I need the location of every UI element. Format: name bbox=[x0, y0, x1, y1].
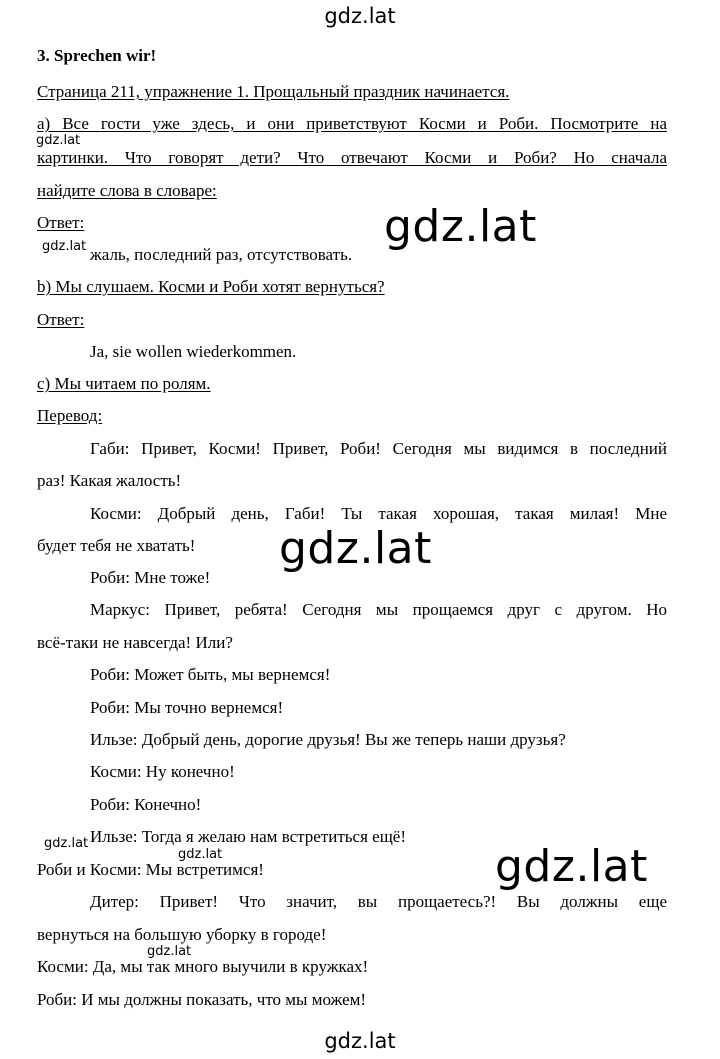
dialogue-line: Косми: Добрый день, Габи! Ты такая хорошая, такая милая! Мне bbox=[90, 504, 667, 523]
section-heading: 3. Sprechen wir! bbox=[37, 46, 157, 65]
part-a-answer-label: Ответ: bbox=[37, 213, 85, 232]
part-a-answer: жаль, последний раз, отсутствовать. bbox=[90, 245, 353, 264]
translation-label: Перевод: bbox=[37, 406, 103, 425]
dialogue-line: Косми: Да, мы так много выучили в кружках! bbox=[37, 957, 369, 976]
part-a-question-line-2: картинки. Что говорят дети? Что отвечают Косми и Роби? Но сначала bbox=[37, 148, 667, 167]
part-b-question: b) Мы слушаем. Косми и Роби хотят вернуться? bbox=[37, 277, 385, 296]
watermark-bottom: gdz.lat bbox=[324, 1029, 396, 1053]
watermark-large: gdz.lat bbox=[495, 841, 648, 892]
dialogue-line: Роби: И мы должны показать, что мы можем! bbox=[37, 990, 367, 1009]
watermark-small: gdz.lat bbox=[44, 836, 89, 851]
watermark-large: gdz.lat bbox=[279, 523, 432, 574]
watermark-large: gdz.lat bbox=[384, 201, 537, 252]
part-b-answer-label: Ответ: bbox=[37, 310, 85, 329]
dialogue-line: всё-таки не навсегда! Или? bbox=[37, 633, 233, 652]
dialogue-line: Ильзе: Добрый день, дорогие друзья! Вы же теперь наши друзья? bbox=[90, 730, 566, 749]
dialogue-line: Габи: Привет, Косми! Привет, Роби! Сегодня мы видимся в последний bbox=[90, 439, 667, 458]
part-a-question-line-3: найдите слова в словаре: bbox=[37, 181, 217, 200]
dialogue-line: Роби: Мы точно вернемся! bbox=[90, 698, 284, 717]
watermark-small: gdz.lat bbox=[36, 133, 81, 148]
task-title: Страница 211, упражнение 1. Прощальный праздник начинается. bbox=[37, 82, 510, 101]
dialogue-line: Роби: Может быть, мы вернемся! bbox=[90, 665, 331, 684]
part-b-answer: Ja, sie wollen wiederkommen. bbox=[90, 342, 297, 361]
dialogue-line: будет тебя не хватать! bbox=[37, 536, 196, 555]
dialogue-line: Дитер: Привет! Что значит, вы прощаетесь?! Вы должны еще bbox=[90, 892, 667, 911]
watermark-small: gdz.lat bbox=[42, 239, 87, 254]
dialogue-line: Роби: Мне тоже! bbox=[90, 568, 211, 587]
dialogue-line: раз! Какая жалость! bbox=[37, 471, 182, 490]
watermark-top: gdz.lat bbox=[324, 4, 396, 28]
watermark-small: gdz.lat bbox=[147, 944, 192, 959]
part-a-question-line-1: a) Все гости уже здесь, и они приветствуют Косми и Роби. Посмотрите на bbox=[37, 114, 667, 133]
part-c-title: c) Мы читаем по ролям. bbox=[37, 374, 211, 393]
dialogue-line: Роби и Косми: Мы встретимся! bbox=[37, 860, 264, 879]
dialogue-line: вернуться на большую уборку в городе! bbox=[37, 925, 327, 944]
dialogue-line: Роби: Конечно! bbox=[90, 795, 202, 814]
dialogue-line: Косми: Ну конечно! bbox=[90, 762, 235, 781]
dialogue-line: Маркус: Привет, ребята! Сегодня мы прощаемся друг с другом. Но bbox=[90, 600, 667, 619]
watermark-small: gdz.lat bbox=[178, 847, 223, 862]
dialogue-line: Ильзе: Тогда я желаю нам встретиться ещё! bbox=[90, 827, 407, 846]
